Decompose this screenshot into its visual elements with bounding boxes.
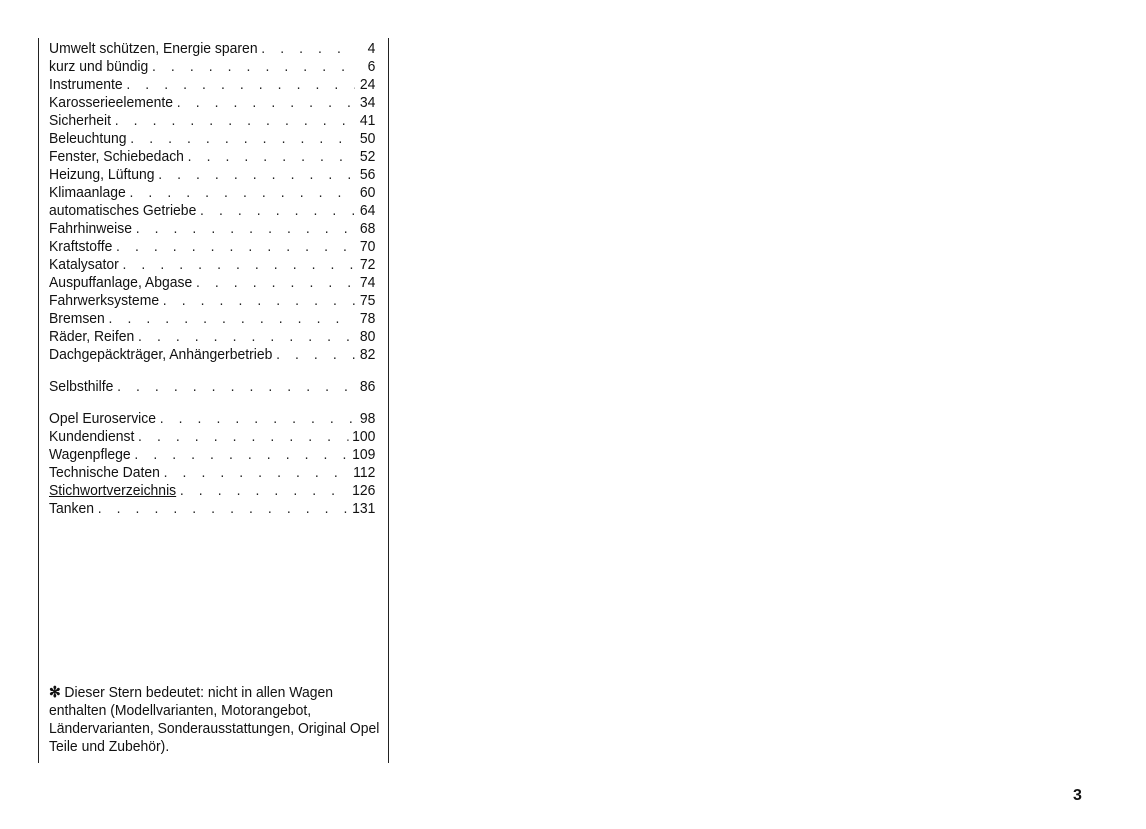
toc-entry-page: 109: [352, 446, 376, 463]
toc-entry[interactable]: [49, 202, 375, 220]
toc-entry-page: 126: [352, 482, 376, 499]
toc-entry-title: Tanken: [49, 500, 94, 517]
toc-entry[interactable]: [49, 410, 375, 428]
toc-entry[interactable]: [49, 428, 375, 446]
toc-entry-title: kurz und bündig: [49, 58, 149, 75]
dot-leader: [126, 76, 355, 94]
toc-entry[interactable]: [49, 446, 375, 464]
toc-entry-page: 112: [353, 464, 376, 481]
dot-leader: [160, 410, 355, 428]
left-margin-rule: [38, 38, 39, 763]
star-icon: ✻: [49, 684, 61, 701]
toc-entry-title: Dachgepäckträger, Anhängerbetrieb: [49, 346, 273, 363]
dot-leader: [123, 256, 355, 274]
toc-entry[interactable]: [49, 482, 375, 500]
dot-leader: [158, 166, 355, 184]
toc-entry-title: Beleuchtung: [49, 130, 127, 147]
toc-entry-page: 78: [359, 310, 376, 327]
toc-entry-page: 98: [359, 410, 376, 427]
toc-entry-title: Opel Euroservice: [49, 410, 157, 427]
dot-leader: [138, 328, 355, 346]
dot-leader: [200, 202, 355, 220]
toc-entry-page: 75: [359, 292, 376, 309]
toc-entry-title: Selbsthilfe: [49, 378, 114, 395]
right-margin-rule: [388, 38, 389, 763]
toc-entry-page: 74: [359, 274, 376, 291]
dot-leader: [134, 446, 348, 464]
dot-leader: [276, 346, 355, 364]
toc-entry[interactable]: [49, 256, 375, 274]
toc-entry-page: 60: [359, 184, 376, 201]
toc-entry[interactable]: [49, 112, 375, 130]
toc-entry-title: Klimaanlage: [49, 184, 126, 201]
toc-entry-title: Fahrhinweise: [49, 220, 132, 237]
table-of-contents: [49, 40, 375, 518]
toc-entry[interactable]: [49, 58, 375, 76]
toc-entry-title: Wagenpflege: [49, 446, 131, 463]
toc-entry-page: 131: [352, 500, 376, 517]
toc-entry-title: Räder, Reifen: [49, 328, 135, 345]
page-number: 3: [1073, 787, 1082, 804]
dot-leader: [115, 112, 355, 130]
toc-entry[interactable]: [49, 310, 375, 328]
toc-entry[interactable]: [49, 76, 375, 94]
toc-entry-page: 50: [359, 130, 376, 147]
toc-entry-page: 86: [359, 378, 376, 395]
toc-entry-title: Instrumente: [49, 76, 123, 93]
toc-entry-page: 24: [359, 76, 376, 93]
toc-entry[interactable]: [49, 346, 375, 364]
dot-leader: [109, 310, 355, 328]
toc-group-main: [49, 40, 375, 364]
toc-entry-title: Katalysator: [49, 256, 119, 273]
toc-entry-title: Kundendienst: [49, 428, 135, 445]
dot-leader: [152, 58, 355, 76]
footnote-text: Dieser Stern bedeutet: nicht in allen Wagen enthalten (Modellvarianten, Motorangebot, Ländervarianten, Sonderausstattungen, Original Opel Teile und Zubehör).: [49, 684, 380, 755]
toc-entry[interactable]: [49, 130, 375, 148]
toc-group-selbsthilfe: [49, 378, 375, 396]
toc-entry-title: Technische Daten: [49, 464, 160, 481]
dot-leader: [116, 238, 355, 256]
toc-entry-title: Fenster, Schiebedach: [49, 148, 184, 165]
toc-entry-title: Auspuffanlage, Abgase: [49, 274, 193, 291]
dot-leader: [130, 130, 355, 148]
toc-entry-title: Umwelt schützen, Energie sparen: [49, 40, 258, 57]
dot-leader: [188, 148, 355, 166]
dot-leader: [130, 184, 355, 202]
toc-entry-page: 34: [359, 94, 376, 111]
footnote: [49, 684, 385, 756]
toc-entry-page: 56: [359, 166, 376, 183]
dot-leader: [98, 500, 349, 518]
dot-leader: [163, 292, 355, 310]
toc-entry-page: 52: [359, 148, 376, 165]
dot-leader: [180, 482, 349, 500]
toc-entry[interactable]: [49, 220, 375, 238]
dot-leader: [196, 274, 355, 292]
toc-entry-page: 82: [359, 346, 376, 363]
toc-entry-title: Fahrwerksysteme: [49, 292, 160, 309]
toc-entry-page: 6: [367, 58, 376, 75]
toc-entry-page: 80: [359, 328, 376, 345]
dot-leader: [136, 220, 355, 238]
toc-entry-page: 68: [359, 220, 376, 237]
toc-entry[interactable]: [49, 378, 375, 396]
dot-leader: [138, 428, 348, 446]
toc-entry-page: 100: [352, 428, 376, 445]
toc-entry[interactable]: [49, 238, 375, 256]
toc-entry-page: 64: [359, 202, 376, 219]
toc-entry-title: Bremsen: [49, 310, 105, 327]
toc-entry-page: 70: [359, 238, 376, 255]
toc-entry[interactable]: [49, 148, 375, 166]
toc-entry-title: Kraftstoffe: [49, 238, 113, 255]
toc-entry-title: Heizung, Lüftung: [49, 166, 155, 183]
toc-entry-title: automatisches Getriebe: [49, 202, 197, 219]
dot-leader: [177, 94, 355, 112]
toc-entry[interactable]: [49, 184, 375, 202]
toc-entry[interactable]: [49, 500, 375, 518]
toc-entry[interactable]: [49, 94, 375, 112]
toc-entry-title: Karosserieelemente: [49, 94, 174, 111]
toc-entry-title: Stichwortverzeichnis: [49, 482, 177, 499]
toc-entry-page: 41: [359, 112, 376, 129]
toc-entry[interactable]: [49, 40, 375, 58]
toc-group-service: [49, 410, 375, 518]
toc-entry[interactable]: [49, 166, 375, 184]
toc-entry-title: Sicherheit: [49, 112, 112, 129]
dot-leader: [117, 378, 355, 396]
toc-entry[interactable]: [49, 274, 375, 292]
toc-entry[interactable]: [49, 328, 375, 346]
dot-leader: [261, 40, 355, 58]
dot-leader: [164, 464, 350, 482]
toc-entry-page: 4: [367, 40, 376, 57]
toc-entry[interactable]: [49, 292, 375, 310]
toc-entry-page: 72: [359, 256, 376, 273]
toc-entry[interactable]: [49, 464, 375, 482]
